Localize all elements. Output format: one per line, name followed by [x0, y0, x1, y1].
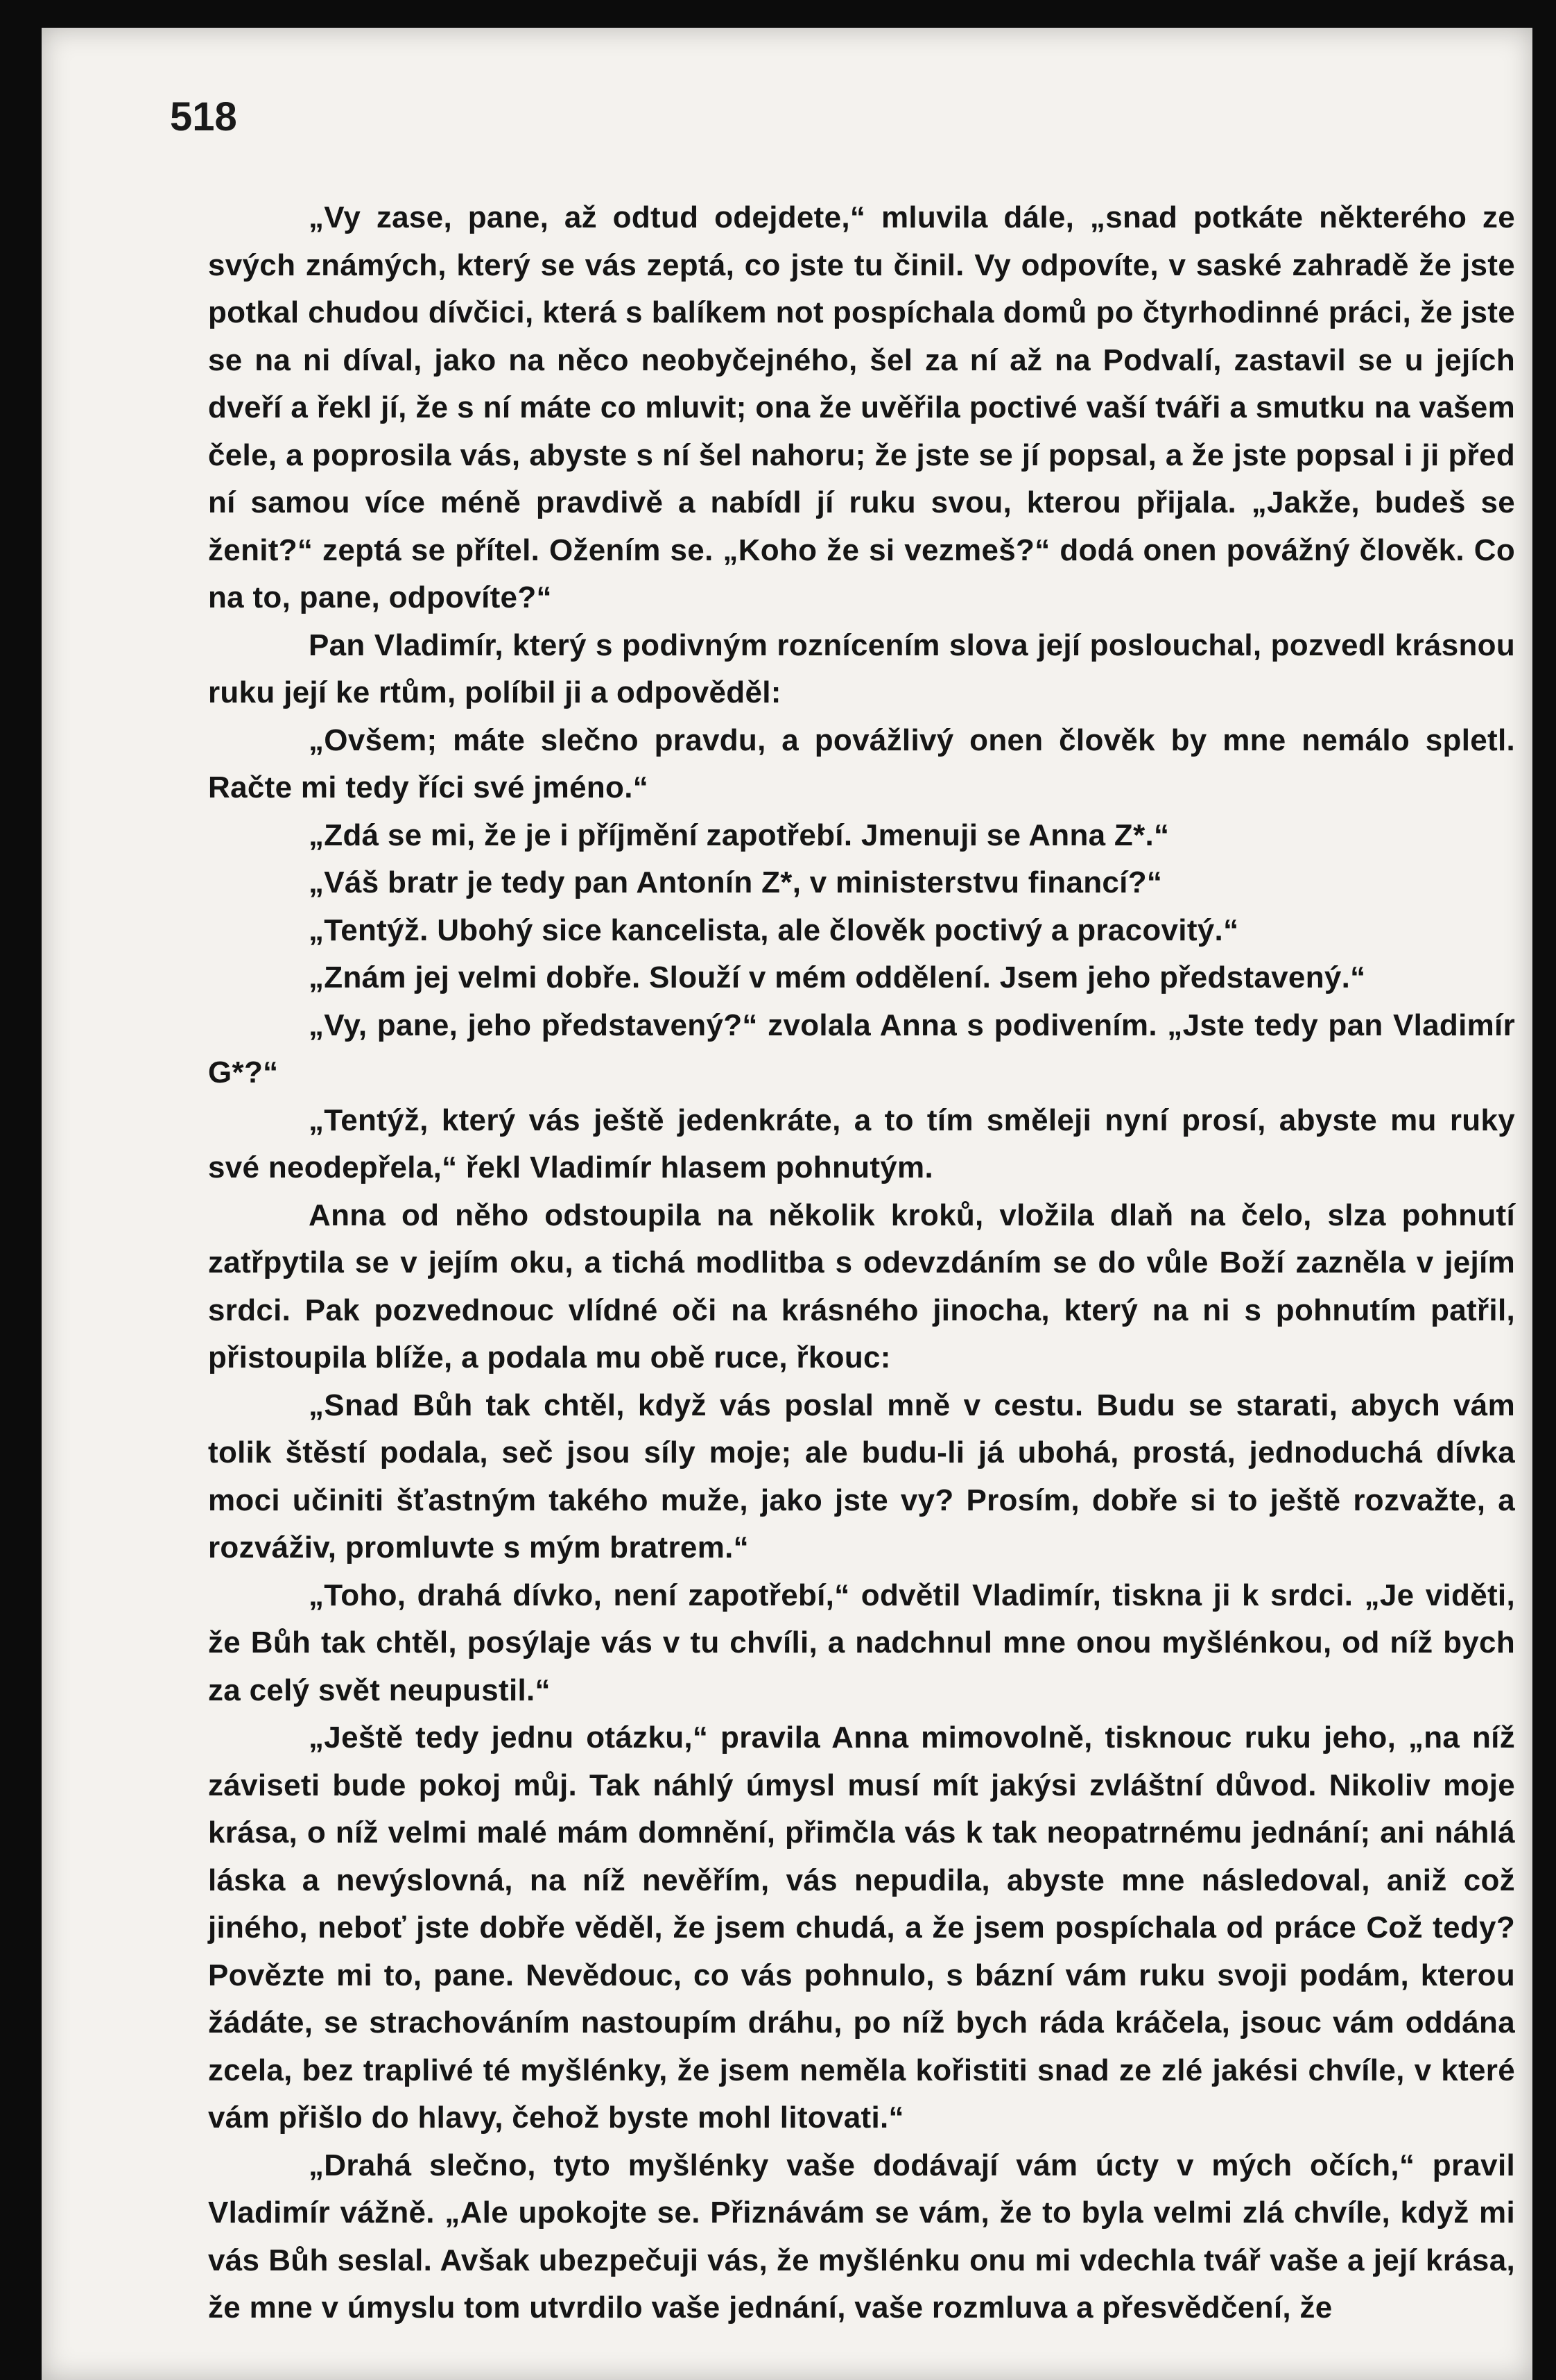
paragraph: „Zdá se mi, že je i příjmění zapotřebí. Jmenuji se Anna Z*.“: [309, 818, 1170, 852]
paragraph: „Toho, drahá dívko, není zapotřebí,“ odvětil Vladimír, tiskna ji k srdci. „Je viděti, že Bůh tak chtěl, posýlaje vás v tu chvíli, a nadchnul mne onou myšlénkou, od níž bych za celý svět neupustil.“: [208, 1578, 1515, 1707]
paragraph: „Váš bratr je tedy pan Antonín Z*, v ministerstvu financí?“: [309, 865, 1163, 899]
book-page: [42, 28, 1532, 2380]
paragraph: „Tentýž, který vás ještě jedenkráte, a to tím směleji nyní prosí, abyste mu ruky své neodepřela,“ řekl Vladimír hlasem pohnutým.: [208, 1103, 1515, 1184]
paragraph: „Vy zase, pane, až odtud odejdete,“ mluvila dále, „snad potkáte některého ze svých známých, který se vás zeptá, co jste tu činil. Vy odpovíte, v saské zahradě že jste potkal chudou dívčici, která s balíkem not pospíchala domů po čtyrhodinné práci, že jste se na ni díval, jako na něco neobyčejného, šel za ní až na Podvalí, zastavil se u jejích dveří a řekl jí, že s ní máte co mluvit; ona že uvěřila poctivé vaší tváři a smutku na vašem čele, a poprosila vás, abyste s ní šel nahoru; že jste se jí popsal, a že jste popsal i ji před ní samou více méně pravdivě a nabídl jí ruku svou, kterou přijala. „Jakže, budeš se ženit?“ zeptá se přítel. Ožením se. „Koho že si vezmeš?“ dodá onen povážný člověk. Co na to, pane, odpovíte?“: [208, 200, 1515, 614]
body-text: [208, 194, 1515, 2332]
paragraph: „Tentýž. Ubohý sice kancelista, ale člověk poctivý a pracovitý.“: [309, 913, 1239, 947]
paragraph: „Ovšem; máte slečno pravdu, a povážlivý onen člověk by mne nemálo spletl. Račte mi tedy říci své jméno.“: [208, 723, 1515, 804]
paragraph: „Znám jej velmi dobře. Slouží v mém oddělení. Jsem jeho představený.“: [309, 960, 1366, 994]
paragraph: „Snad Bůh tak chtěl, když vás poslal mně v cestu. Budu se starati, abych vám tolik štěstí podala, seč jsou síly moje; ale budu-li já ubohá, prostá, jednoduchá dívka moci učiniti šťastným takého muže, jako jste vy? Prosím, dobře si to ještě rozvažte, a rozváživ, promluvte s mým bratrem.“: [208, 1388, 1515, 1564]
paragraph: „Ještě tedy jednu otázku,“ pravila Anna mimovolně, tisknouc ruku jeho, „na níž záviseti bude pokoj můj. Tak náhlý úmysl musí mít jakýsi zvláštní důvod. Nikoliv moje krása, o níž velmi malé mám domnění, přimčla vás k tak neopatrnému jednání; ani náhlá láska a nevýslovná, na níž nevěřím, vás nepudila, abyste mne následoval, aniž což jiného, neboť jste dobře věděl, že jsem chudá, a že jsem pospíchala od práce Což tedy? Povězte mi to, pane. Nevědouc, co vás pohnulo, s bázní vám ruku svoji podám, kterou žádáte, se strachováním nastoupím dráhu, po níž bych ráda kráčela, jsouc vám oddána zcela, bez traplivé té myšlénky, že jsem neměla kořistiti snad ze zlé jakési chvíle, v které vám přišlo do hlavy, čehož byste mohl litovati.“: [208, 1721, 1515, 2135]
paragraph: Anna od něho odstoupila na několik kroků, vložila dlaň na čelo, slza pohnutí zatřpytila se v jejím oku, a tichá modlitba s odevzdáním se do vůle Boží zazněla v jejím srdci. Pak pozvednouc vlídné oči na krásného jinocha, který na ni s pohnutím patřil, přistoupila blíže, a podala mu obě ruce, řkouc:: [208, 1198, 1515, 1374]
page-number: 518: [170, 94, 237, 139]
paragraph: „Drahá slečno, tyto myšlénky vaše dodávají vám úcty v mých očích,“ pravil Vladimír vážně. „Ale upokojte se. Přiznávám se vám, že to byla velmi zlá chvíle, když mi vás Bůh seslal. Avšak ubezpečuji vás, že myšlénku onu mi vdechla tvář vaše a její krása, že mne v úmyslu tom utvrdilo vaše jednání, vaše rozmluva a přesvědčení, že: [208, 2148, 1515, 2325]
paragraph: Pan Vladimír, který s podivným roznícením slova její poslouchal, pozvedl krásnou ruku její ke rtům, políbil ji a odpověděl:: [208, 628, 1515, 709]
paragraph: „Vy, pane, jeho představený?“ zvolala Anna s podivením. „Jste tedy pan Vladimír G*?“: [208, 1008, 1515, 1089]
